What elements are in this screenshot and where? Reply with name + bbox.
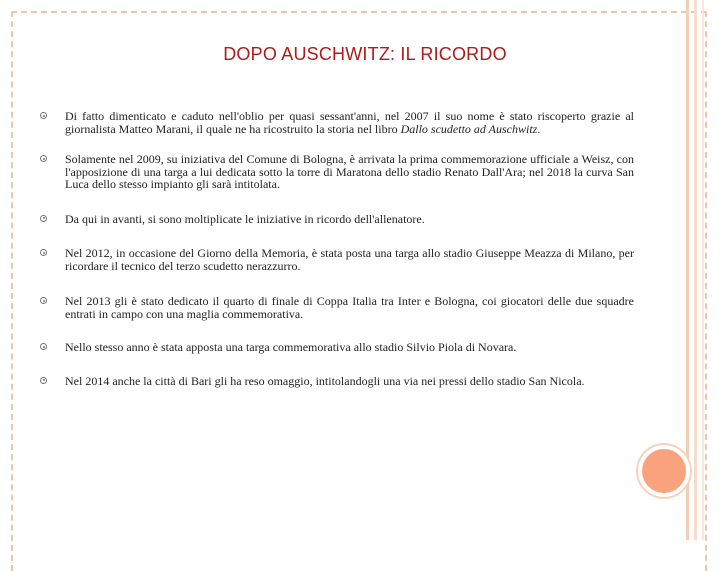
bullet-icon (40, 297, 47, 304)
slide-title: DOPO AUSCHWITZ: IL RICORDO (223, 44, 507, 64)
bullet-list (40, 110, 634, 387)
bullet-icon (40, 377, 47, 384)
bullet-text: Da qui in avanti, si sono moltiplicate le iniziative in ricordo dell'allenatore. (65, 211, 425, 226)
book-title: Dallo scudetto ad Auschwitz (400, 121, 538, 136)
list-item (40, 375, 634, 388)
bullet-text: Nel 2014 anche la città di Bari gli ha reso omaggio, intitolandogli una via nei pressi dello stadio San Nicola. (65, 373, 585, 388)
bullet-icon (40, 343, 47, 350)
bullet-tail: . (537, 121, 541, 136)
decorative-rail (702, 0, 704, 540)
bullet-icon (40, 112, 47, 119)
bullet-icon (40, 155, 47, 162)
bullet-text: Solamente nel 2009, su iniziativa del Comune di Bologna, è arrivata la prima commemorazione ufficiale a Weisz, con l'apposizione di una targa a lui dedicata sotto la torre di Maratona dello stadio Renato Dall'Ara; nel 2018 la curva San Luca dello stesso impianto gli sarà intitolata. (65, 152, 634, 191)
list-item (40, 153, 634, 191)
bullet-text: Nel 2013 gli è stato dedicato il quarto di finale di Coppa Italia tra Inter e Bologna, coi giocatori delle due squadre entrati in campo con una maglia commemorativa. (65, 294, 634, 321)
list-item (40, 213, 634, 226)
list-item (40, 110, 634, 135)
decorative-circle (642, 449, 686, 493)
decorative-rail (694, 0, 697, 540)
list-item (40, 247, 634, 272)
bullet-icon (40, 215, 47, 222)
bullet-icon (40, 249, 47, 256)
bullet-text: Di fatto dimenticato e caduto nell'oblio per quasi sessant'anni, nel 2007 il suo nome è stato riscoperto grazie al giornalista Matteo Marani, il quale ne ha ricostruito la storia nel libro (65, 109, 634, 136)
bullet-text: Nel 2012, in occasione del Giorno della Memoria, è stata posta una targa allo stadio Giuseppe Meazza di Milano, per ricordare il tecnico del terzo scudetto nerazzurro. (65, 246, 634, 273)
list-item (40, 341, 634, 354)
list-item (40, 295, 634, 320)
bullet-text: Nello stesso anno è stata apposta una targa commemorativa allo stadio Silvio Piola di Novara. (65, 340, 517, 354)
decorative-rail (686, 0, 689, 540)
